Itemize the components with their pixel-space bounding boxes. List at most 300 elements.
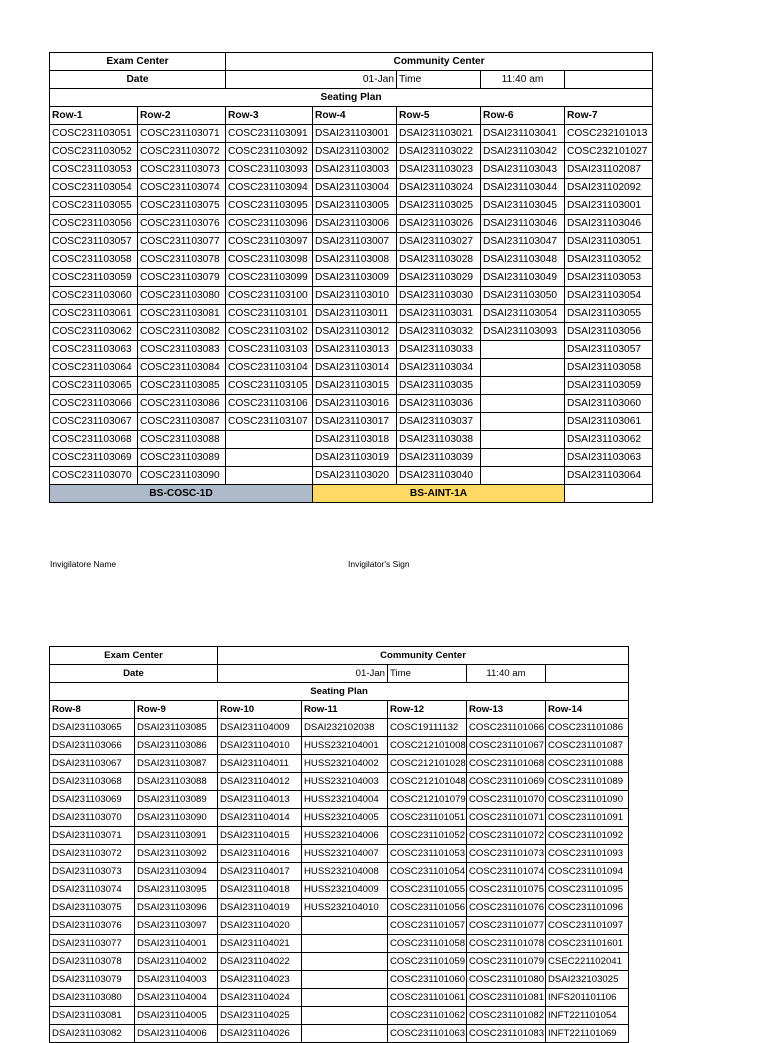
seat-cell: COSC231101067: [467, 737, 546, 755]
exam-center-row: [50, 53, 653, 71]
seat-cell: COSC231103072: [138, 143, 226, 161]
seat-cell: DSAI231103045: [481, 197, 565, 215]
column-header: Row-8: [50, 701, 135, 719]
seat-cell: DSAI231103030: [397, 287, 481, 305]
seat-cell: COSC231101072: [467, 827, 546, 845]
seat-cell: HUSS232104009: [302, 881, 388, 899]
date-label: Date: [50, 71, 226, 89]
invigilator-sign-label: Invigilator's Sign: [348, 559, 410, 569]
seat-cell: DSAI231104018: [218, 881, 302, 899]
seat-cell: COSC231101066: [467, 719, 546, 737]
seat-cell: COSC231103102: [226, 323, 313, 341]
seat-cell: COSC231103077: [138, 233, 226, 251]
seating-plan-row: [50, 683, 629, 701]
time-label: Time: [388, 665, 467, 683]
seat-cell: DSAI231102087: [565, 161, 653, 179]
seat-cell: [481, 395, 565, 413]
time-label: Time: [397, 71, 481, 89]
seat-cell: DSAI231103040: [397, 467, 481, 485]
seat-cell: DSAI231103073: [50, 863, 135, 881]
seat-cell: COSC231101058: [388, 935, 467, 953]
seat-cell: DSAI231103070: [50, 809, 135, 827]
exam-center-label: Exam Center: [50, 647, 218, 665]
seat-cell: DSAI231104010: [218, 737, 302, 755]
seat-cell: COSC231101076: [467, 899, 546, 917]
column-header: Row-7: [565, 107, 653, 125]
column-header: Row-1: [50, 107, 138, 125]
column-header: Row-10: [218, 701, 302, 719]
seat-cell: [302, 971, 388, 989]
seat-cell: COSC231103076: [138, 215, 226, 233]
seat-cell: COSC231103089: [138, 449, 226, 467]
table-row: [50, 413, 653, 431]
seat-cell: COSC231101075: [467, 881, 546, 899]
seat-cell: COSC231103055: [50, 197, 138, 215]
seat-cell: COSC231101078: [467, 935, 546, 953]
seat-cell: [226, 431, 313, 449]
table-row: [50, 323, 653, 341]
seat-cell: DSAI231103003: [313, 161, 397, 179]
table-row: [50, 161, 653, 179]
seat-cell: DSAI231103047: [481, 233, 565, 251]
seat-cell: DSAI231104001: [135, 935, 218, 953]
table-row: [50, 395, 653, 413]
seat-cell: COSC231103065: [50, 377, 138, 395]
seat-cell: DSAI231103097: [135, 917, 218, 935]
seat-cell: DSAI231103092: [135, 845, 218, 863]
seat-cell: COSC212101079: [388, 791, 467, 809]
date-value: 01-Jan: [218, 665, 388, 683]
seat-cell: DSAI231103031: [397, 305, 481, 323]
seat-cell: DSAI231103068: [50, 773, 135, 791]
seat-cell: COSC231101096: [546, 899, 629, 917]
seat-cell: HUSS232104006: [302, 827, 388, 845]
seat-cell: DSAI231104017: [218, 863, 302, 881]
seat-cell: COSC231101055: [388, 881, 467, 899]
seat-cell: COSC231101070: [467, 791, 546, 809]
seat-cell: DSAI232103025: [546, 971, 629, 989]
seat-cell: DSAI231103039: [397, 449, 481, 467]
seat-cell: DSAI231103036: [397, 395, 481, 413]
seat-cell: COSC231103080: [138, 287, 226, 305]
seat-cell: COSC231101082: [467, 1007, 546, 1025]
seat-cell: DSAI231103072: [50, 845, 135, 863]
seat-cell: COSC232101013: [565, 125, 653, 143]
seat-cell: DSAI231103052: [565, 251, 653, 269]
seat-cell: DSAI231104004: [135, 989, 218, 1007]
seat-cell: COSC19111132: [388, 719, 467, 737]
seat-cell: DSAI231104021: [218, 935, 302, 953]
table-row: [50, 863, 629, 881]
seat-cell: DSAI231103013: [313, 341, 397, 359]
seat-cell: COSC231103096: [226, 215, 313, 233]
seat-cell: COSC231103068: [50, 431, 138, 449]
seat-cell: COSC231101074: [467, 863, 546, 881]
seat-cell: DSAI231103034: [397, 359, 481, 377]
seating-plan-table-2: [49, 646, 629, 1043]
column-header: Row-14: [546, 701, 629, 719]
seat-cell: COSC231103052: [50, 143, 138, 161]
table-row: [50, 467, 653, 485]
table-row: [50, 197, 653, 215]
seat-cell: DSAI231103055: [565, 305, 653, 323]
seat-cell: DSAI231103005: [313, 197, 397, 215]
seat-cell: DSAI231103095: [135, 881, 218, 899]
seat-cell: [226, 449, 313, 467]
seat-cell: COSC231103063: [50, 341, 138, 359]
table-row: [50, 917, 629, 935]
column-header-row: [50, 107, 653, 125]
seat-cell: COSC231101083: [467, 1025, 546, 1043]
section-row: [50, 485, 653, 503]
seat-cell: COSC231103090: [138, 467, 226, 485]
seat-cell: DSAI231103016: [313, 395, 397, 413]
seat-cell: DSAI231103042: [481, 143, 565, 161]
seat-cell: COSC231103059: [50, 269, 138, 287]
table-row: [50, 143, 653, 161]
table-row: [50, 719, 629, 737]
seat-cell: DSAI231103044: [481, 179, 565, 197]
seat-cell: COSC231101059: [388, 953, 467, 971]
seat-cell: DSAI231104026: [218, 1025, 302, 1043]
seat-cell: COSC231101087: [546, 737, 629, 755]
seat-cell: COSC231103051: [50, 125, 138, 143]
seat-cell: COSC231103057: [50, 233, 138, 251]
seat-cell: DSAI231103029: [397, 269, 481, 287]
seat-cell: DSAI231104005: [135, 1007, 218, 1025]
seat-cell: COSC231103097: [226, 233, 313, 251]
seat-cell: DSAI231103033: [397, 341, 481, 359]
seat-cell: DSAI231103076: [50, 917, 135, 935]
seat-cell: COSC231101081: [467, 989, 546, 1007]
empty-cell: [565, 71, 653, 89]
date-row: [50, 71, 653, 89]
table-row: [50, 233, 653, 251]
seat-cell: COSC231101052: [388, 827, 467, 845]
table-row: [50, 989, 629, 1007]
table-row: [50, 305, 653, 323]
sheet1-body: [50, 107, 653, 485]
seat-cell: DSAI231103009: [313, 269, 397, 287]
seat-cell: COSC231101063: [388, 1025, 467, 1043]
seat-cell: DSAI231103080: [50, 989, 135, 1007]
seat-cell: COSC231101089: [546, 773, 629, 791]
seat-cell: HUSS232104010: [302, 899, 388, 917]
seat-cell: DSAI231102092: [565, 179, 653, 197]
seat-cell: COSC231103087: [138, 413, 226, 431]
seat-cell: DSAI231103053: [565, 269, 653, 287]
seat-cell: COSC231103060: [50, 287, 138, 305]
seat-cell: DSAI231103037: [397, 413, 481, 431]
seat-cell: DSAI231104024: [218, 989, 302, 1007]
sheet2-body: [50, 701, 629, 1043]
seat-cell: DSAI231103006: [313, 215, 397, 233]
seat-cell: DSAI231103025: [397, 197, 481, 215]
table-row: [50, 791, 629, 809]
seat-cell: COSC231103104: [226, 359, 313, 377]
section-bs-cosc-1d: BS-COSC-1D: [50, 485, 313, 503]
seat-cell: DSAI231103087: [135, 755, 218, 773]
seat-cell: DSAI231103091: [135, 827, 218, 845]
seat-cell: COSC231103056: [50, 215, 138, 233]
seat-cell: DSAI231103061: [565, 413, 653, 431]
seat-cell: DSAI232102038: [302, 719, 388, 737]
table-row: [50, 845, 629, 863]
seat-cell: COSC231103058: [50, 251, 138, 269]
seat-cell: DSAI231104016: [218, 845, 302, 863]
seat-cell: COSC231101061: [388, 989, 467, 1007]
seat-cell: [481, 413, 565, 431]
seat-cell: INFT221101069: [546, 1025, 629, 1043]
seat-cell: COSC231101062: [388, 1007, 467, 1025]
seating-plan-row: [50, 89, 653, 107]
seat-cell: DSAI231103021: [397, 125, 481, 143]
seat-cell: DSAI231103018: [313, 431, 397, 449]
empty-cell: [546, 665, 629, 683]
table-row: [50, 287, 653, 305]
seat-cell: COSC231103093: [226, 161, 313, 179]
seat-cell: COSC212101008: [388, 737, 467, 755]
seat-cell: DSAI231103008: [313, 251, 397, 269]
seat-cell: COSC231101073: [467, 845, 546, 863]
seating-plan-title: Seating Plan: [50, 683, 629, 701]
seat-cell: DSAI231103014: [313, 359, 397, 377]
empty-cell: [565, 485, 653, 503]
seat-cell: COSC231101601: [546, 935, 629, 953]
column-header: Row-5: [397, 107, 481, 125]
seat-cell: COSC231103064: [50, 359, 138, 377]
table-row: [50, 953, 629, 971]
seat-cell: COSC231103086: [138, 395, 226, 413]
seat-cell: HUSS232104008: [302, 863, 388, 881]
seat-cell: COSC231103069: [50, 449, 138, 467]
seat-cell: COSC231103095: [226, 197, 313, 215]
seat-cell: DSAI231103074: [50, 881, 135, 899]
seat-cell: COSC231103088: [138, 431, 226, 449]
seat-cell: COSC231103082: [138, 323, 226, 341]
seat-cell: DSAI231103077: [50, 935, 135, 953]
seat-cell: COSC231103103: [226, 341, 313, 359]
seat-cell: DSAI231103094: [135, 863, 218, 881]
seat-cell: DSAI231103001: [313, 125, 397, 143]
table-row: [50, 827, 629, 845]
column-header: Row-6: [481, 107, 565, 125]
column-header: Row-2: [138, 107, 226, 125]
table-row: [50, 179, 653, 197]
seat-cell: DSAI231103015: [313, 377, 397, 395]
seat-cell: [302, 1025, 388, 1043]
seat-cell: DSAI231103004: [313, 179, 397, 197]
seat-cell: DSAI231103046: [565, 215, 653, 233]
exam-center-value: Community Center: [218, 647, 629, 665]
seat-cell: DSAI231103075: [50, 899, 135, 917]
seat-cell: DSAI231103078: [50, 953, 135, 971]
seat-cell: DSAI231104009: [218, 719, 302, 737]
seat-cell: COSC231101097: [546, 917, 629, 935]
seat-cell: DSAI231103088: [135, 773, 218, 791]
seat-cell: DSAI231103022: [397, 143, 481, 161]
seat-cell: DSAI231103032: [397, 323, 481, 341]
seat-cell: DSAI231103011: [313, 305, 397, 323]
seating-plan-title: Seating Plan: [50, 89, 653, 107]
seat-cell: COSC231101071: [467, 809, 546, 827]
invigilator-name-label: Invigilatore Name: [50, 559, 117, 569]
seat-cell: COSC231101056: [388, 899, 467, 917]
seat-cell: COSC231103084: [138, 359, 226, 377]
seat-cell: COSC231103067: [50, 413, 138, 431]
seat-cell: DSAI231103024: [397, 179, 481, 197]
seat-cell: [302, 917, 388, 935]
seat-cell: COSC231103106: [226, 395, 313, 413]
date-label: Date: [50, 665, 218, 683]
seat-cell: DSAI231103035: [397, 377, 481, 395]
seat-cell: DSAI231103064: [565, 467, 653, 485]
seat-cell: [481, 449, 565, 467]
seat-cell: COSC231101095: [546, 881, 629, 899]
seat-cell: DSAI231104013: [218, 791, 302, 809]
seat-cell: DSAI231104014: [218, 809, 302, 827]
seat-cell: [481, 431, 565, 449]
seat-cell: COSC231103075: [138, 197, 226, 215]
seat-cell: COSC231103061: [50, 305, 138, 323]
column-header: Row-12: [388, 701, 467, 719]
seat-cell: DSAI231103081: [50, 1007, 135, 1025]
seat-cell: DSAI231103046: [481, 215, 565, 233]
seat-cell: COSC232101027: [565, 143, 653, 161]
seat-cell: DSAI231103086: [135, 737, 218, 755]
seat-cell: COSC231103105: [226, 377, 313, 395]
seat-cell: DSAI231103058: [565, 359, 653, 377]
seat-cell: COSC231101051: [388, 809, 467, 827]
seat-cell: COSC231103073: [138, 161, 226, 179]
seat-cell: DSAI231104022: [218, 953, 302, 971]
seat-cell: DSAI231104011: [218, 755, 302, 773]
table-row: [50, 431, 653, 449]
seat-cell: DSAI231103007: [313, 233, 397, 251]
seat-cell: DSAI231103069: [50, 791, 135, 809]
seat-cell: DSAI231103060: [565, 395, 653, 413]
seat-cell: COSC231101057: [388, 917, 467, 935]
seat-cell: COSC231101080: [467, 971, 546, 989]
seat-cell: COSC231103070: [50, 467, 138, 485]
seat-cell: DSAI231103027: [397, 233, 481, 251]
seat-cell: DSAI231103082: [50, 1025, 135, 1043]
seat-cell: DSAI231103019: [313, 449, 397, 467]
seat-cell: DSAI231103090: [135, 809, 218, 827]
seat-cell: COSC231101060: [388, 971, 467, 989]
seat-cell: COSC231103054: [50, 179, 138, 197]
table-row: [50, 341, 653, 359]
table-row: [50, 1007, 629, 1025]
seat-cell: DSAI231103079: [50, 971, 135, 989]
seat-cell: COSC231101068: [467, 755, 546, 773]
table-row: [50, 809, 629, 827]
table-row: [50, 737, 629, 755]
column-header: Row-9: [135, 701, 218, 719]
seat-cell: COSC231103081: [138, 305, 226, 323]
seat-cell: DSAI231103023: [397, 161, 481, 179]
seat-cell: COSC231101094: [546, 863, 629, 881]
seat-cell: DSAI231103054: [565, 287, 653, 305]
column-header: Row-3: [226, 107, 313, 125]
seat-cell: COSC231103092: [226, 143, 313, 161]
seat-cell: COSC231101090: [546, 791, 629, 809]
seat-cell: COSC231101088: [546, 755, 629, 773]
seat-cell: COSC231103071: [138, 125, 226, 143]
seat-cell: COSC231103098: [226, 251, 313, 269]
seat-cell: COSC231103101: [226, 305, 313, 323]
seat-cell: DSAI231103028: [397, 251, 481, 269]
table-row: [50, 899, 629, 917]
seat-cell: DSAI231104002: [135, 953, 218, 971]
seat-cell: DSAI231103002: [313, 143, 397, 161]
seat-cell: COSC231101093: [546, 845, 629, 863]
table-row: [50, 773, 629, 791]
seat-cell: DSAI231103085: [135, 719, 218, 737]
seat-cell: HUSS232104004: [302, 791, 388, 809]
seat-cell: DSAI231103020: [313, 467, 397, 485]
seat-cell: DSAI231104006: [135, 1025, 218, 1043]
seat-cell: DSAI231103059: [565, 377, 653, 395]
seat-cell: COSC231103099: [226, 269, 313, 287]
seat-cell: COSC231103083: [138, 341, 226, 359]
seat-cell: DSAI231104015: [218, 827, 302, 845]
seat-cell: DSAI231103056: [565, 323, 653, 341]
seat-cell: DSAI231103010: [313, 287, 397, 305]
seat-cell: DSAI231103049: [481, 269, 565, 287]
seat-cell: DSAI231103026: [397, 215, 481, 233]
seat-cell: DSAI231103062: [565, 431, 653, 449]
seat-cell: CSEC221102041: [546, 953, 629, 971]
seat-cell: [481, 377, 565, 395]
seat-cell: COSC231103066: [50, 395, 138, 413]
time-value: 11:40 am: [481, 71, 565, 89]
seat-cell: [302, 989, 388, 1007]
seat-cell: COSC231103062: [50, 323, 138, 341]
seat-cell: [481, 359, 565, 377]
seat-cell: COSC231103074: [138, 179, 226, 197]
seat-cell: DSAI231104025: [218, 1007, 302, 1025]
seat-cell: COSC231103094: [226, 179, 313, 197]
seat-cell: HUSS232104005: [302, 809, 388, 827]
date-row: [50, 665, 629, 683]
seat-cell: DSAI231103089: [135, 791, 218, 809]
seat-cell: INFS201101106: [546, 989, 629, 1007]
table-row: [50, 125, 653, 143]
table-row: [50, 449, 653, 467]
seat-cell: [302, 935, 388, 953]
table-row: [50, 359, 653, 377]
seat-cell: DSAI231103012: [313, 323, 397, 341]
section-bs-aint-1a: BS-AINT-1A: [313, 485, 565, 503]
table-row: [50, 269, 653, 287]
seat-cell: COSC231101069: [467, 773, 546, 791]
table-row: [50, 971, 629, 989]
table-row: [50, 215, 653, 233]
table-row: [50, 1025, 629, 1043]
seat-cell: HUSS232104001: [302, 737, 388, 755]
seat-cell: COSC212101028: [388, 755, 467, 773]
seat-cell: HUSS232104002: [302, 755, 388, 773]
column-header: Row-11: [302, 701, 388, 719]
seat-cell: DSAI231104020: [218, 917, 302, 935]
seat-cell: DSAI231103001: [565, 197, 653, 215]
table-row: [50, 935, 629, 953]
seat-cell: COSC231101077: [467, 917, 546, 935]
seat-cell: DSAI231104023: [218, 971, 302, 989]
column-header: Row-4: [313, 107, 397, 125]
seat-cell: COSC231103091: [226, 125, 313, 143]
